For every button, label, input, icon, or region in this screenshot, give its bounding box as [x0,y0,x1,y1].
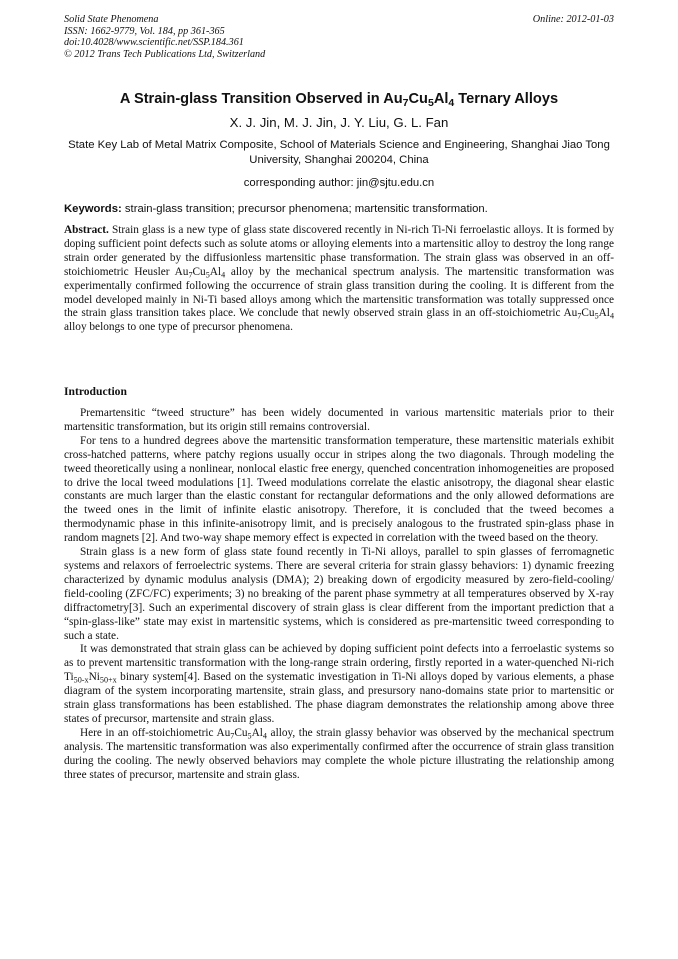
keywords [64,202,614,216]
formula-element: Cu [234,726,248,739]
formula-sub: 4 [609,311,614,321]
formula-element: Cu [192,265,206,278]
keywords-label: Keywords: [64,203,122,215]
formula-sub: 5 [247,731,252,741]
paragraph: Strain glass is a new form of glass state found recently in Ti-Ni alloys, parallel to spin glasses of ferromagnetic systems and relaxors of ferroelectric systems. There are several criteria for strain glassy behaviors: 1) dynamic freezing characterized by dynamic modulus analysis (DMA); 2) breaking down of ergodicity measured by zero-field-cooling/ field-cooling (ZFC/FC) experiments; 3) no breaking of the parent phase symmetry at all temperatures observed by X-ray diffractometry[3]. Such an experimental discovery of strain glass is clear different from the important prediction that a “spin-glass-like” state may exist in martensitic systems, which is considered as pre-martensitic tweed corresponding to such a state. [64,546,614,642]
formula-element: Al [209,265,222,278]
journal-copyright: © 2012 Trans Tech Publications Ltd, Switzerland [64,48,266,60]
paragraph: Premartensitic “tweed structure” has been widely documented in various martensitic materials prior to their martensitic transformation, but its origin still remains controversial. [64,407,614,433]
title-sub: 4 [448,96,455,109]
formula-element: Al [598,307,610,320]
abstract-text: alloy belongs to one type of precursor phenomena. [64,321,294,334]
journal-header [64,14,614,60]
author-list: X. J. Jin, M. J. Jin, J. Y. Liu, G. L. Fan [229,115,449,130]
paragraph-text: Here in an off-stoichiometric Au [80,726,231,739]
paragraph-text: It was demonstrated that strain glass can be achieved by doping sufficient point defects into a ferroelastic systems so as to prevent martensitic transformation with the long-range strain ordering, firstly reported in a water-quenched Ni-rich Ti [64,643,614,684]
title-prefix: A Strain-glass Transition Observed in Au [119,91,403,107]
corresponding-author: corresponding author: jin@sjtu.edu.cn [243,177,435,189]
journal-issn: ISSN: 1662-9779, Vol. 184, pp 361-365 [64,25,225,37]
formula-element: Al [251,726,263,739]
title-element: Al [433,91,449,107]
title-element: Cu [408,91,428,107]
paragraph [64,643,614,726]
journal-doi: doi:10.4028/www.scientific.net/SSP.184.361 [64,37,244,48]
journal-name: Solid State Phenomena [64,14,159,25]
affiliation: State Key Lab of Metal Matrix Composite, School of Materials Science and Engineering, Shanghai Jiao Tong University, Shanghai 200204, China [68,139,610,166]
formula-element: Cu [581,307,595,320]
introduction-body [64,407,614,782]
abstract [64,224,614,335]
formula-element: Ni [88,671,100,684]
abstract-text: Strain glass is a new type of glass state discovered recently in Ni-rich Ti-Ni ferroelastic alloys. It is formed by doping sufficient point defects such as solute atoms or alloying elements into a martensitic alloy to destroy the long range strain order generated by the diffusionless martensitic phase transformation. The strain glass was observed in an off-stoichiometric Heusler Au [64,224,614,278]
section-heading-introduction: Introduction [64,385,127,398]
title-suffix: Ternary Alloys [454,91,559,107]
paragraph-text: alloy, the strain glassy behavior was observed by the mechanical spectrum analysis. The martensitic transformation was also experimentally confirmed after the occurrence of strain glass transition during the cooling. The newly observed behaviors may complete the whole picture illustrating the relationship among three states of precursor, martensite and strain glass. [64,726,615,781]
journal-info [64,14,614,60]
formula-sub: 5 [205,269,210,279]
formula-sub: 7 [230,731,235,741]
abstract-label: Abstract. [64,224,109,236]
formula-sub: 7 [188,269,193,279]
title-sub: 5 [427,96,434,109]
formula-sub: 5 [594,311,599,321]
formula-sub: 50-x [73,675,89,685]
paragraph [64,727,614,783]
paragraph: For tens to a hundred degrees above the martensitic transformation temperature, these martensitic materials exhibit cross-hatched patterns, where patchy regions usually occur in stripes along the two diagonals. Through modeling the tweed theoretically using a nonlinear, nonlocal elastic free energy, quenched concentration inhomogeneities are proposed to drive the local tweed modulations [1]. Tweed modulations correlate the elastic anisotropy, the diagonal shear elastic constants are much larger than the elastic constant for rectangular deformations and the only allowed deformations are the tweed ones in the limit of infinite elastic anisotropy. Therefore, it is concluded that the tweed becomes a thermodynamic phase in this infinite-anisotropy limit, and is precisely analogous to the frustrated spin-glass phase in random magnets [2]. And two-way shape memory effect is expected in correlation with the tweed based on the theory. [64,434,614,545]
paper-title [30,91,648,108]
formula-sub: 4 [221,269,226,279]
formula-sub: 50+x [99,675,117,685]
paragraph-text: binary system[4]. Based on the systematic investigation in Ti-Ni alloys doped by various elements, a phase diagram of the system incorporating martensite, strain glass, and presursory nano-domains state prior to martensitic or strain glass transformations has been established. The phase diagram demonstrates the relationship among above three states of precursor, martensite and strain glass. [64,671,614,725]
online-date: Online: 2012-01-03 [532,14,614,25]
title-sub: 7 [402,96,409,109]
formula-sub: 7 [577,311,582,321]
keywords-text: strain-glass transition; precursor phenomena; martensitic transformation. [121,203,488,215]
formula-sub: 4 [262,731,267,741]
abstract-text: alloy by the mechanical spectrum analysis. The martensitic transformation was experimentally confirmed following the occurrence of strain glass transition during the cooling. It is different from the model developed mainly in Ni-Ti based alloys among which the martensitic transformation was totally suppressed once the strain glass transition takes place. We conclude that newly observed strain glass in an off-stoichiometric Au [64,265,614,320]
